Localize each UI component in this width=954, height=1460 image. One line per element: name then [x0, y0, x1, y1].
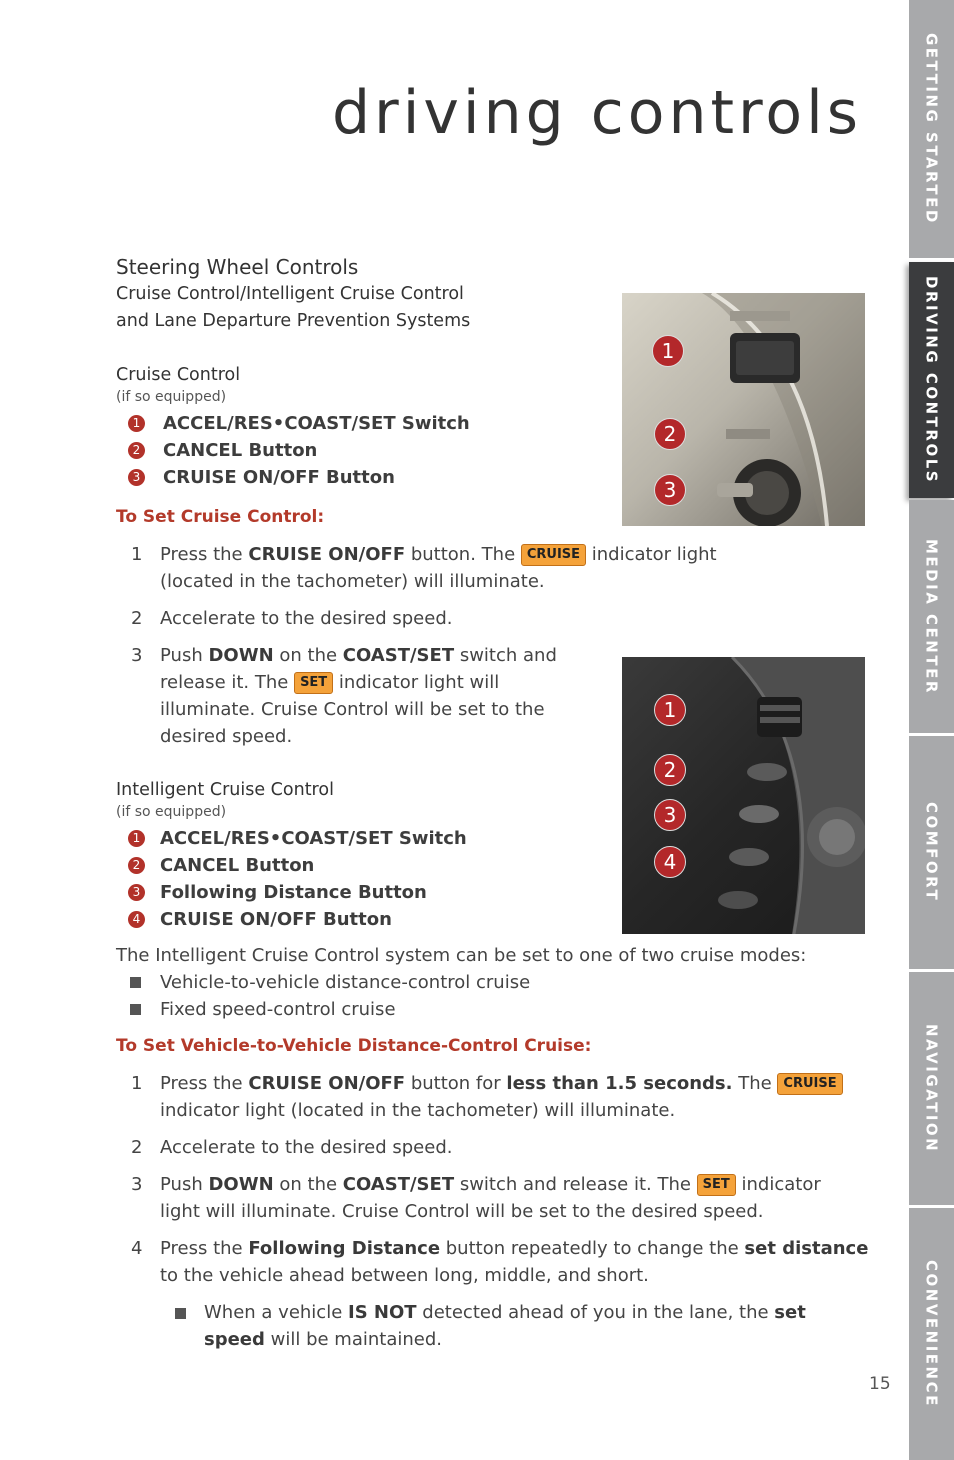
cruise-indicator-icon: CRUISE	[521, 544, 586, 566]
list-item: 1 ACCEL/RES•COAST/SET Switch	[128, 825, 467, 852]
page-title: driving controls	[331, 78, 862, 148]
set-indicator-icon: SET	[294, 672, 333, 694]
tab-convenience[interactable]: CONVENIENCE	[909, 1208, 954, 1460]
number-badge: 4	[128, 911, 145, 928]
callout-2: 2	[654, 754, 686, 786]
callout-3: 3	[654, 799, 686, 831]
number-badge: 1	[128, 415, 145, 432]
number-badge: 1	[128, 830, 145, 847]
steering-controls-photo-2	[622, 657, 865, 934]
cruise-control-title: Cruise Control	[116, 365, 241, 385]
steering-controls-photo-1	[622, 293, 865, 526]
tab-media-center[interactable]: MEDIA CENTER	[909, 500, 954, 733]
tab-comfort[interactable]: COMFORT	[909, 736, 954, 969]
icc-note: (if so equipped)	[116, 804, 227, 820]
cruise-control-note: (if so equipped)	[116, 389, 227, 405]
list-item: 4 CRUISE ON/OFF Button	[128, 906, 467, 933]
list-item: 1 ACCEL/RES•COAST/SET Switch	[128, 410, 470, 437]
square-bullet-icon	[130, 1004, 141, 1015]
section-subheading-2: and Lane Departure Prevention Systems	[116, 311, 471, 331]
list-item: 3 Following Distance Button	[128, 879, 467, 906]
square-bullet-icon	[130, 977, 141, 988]
callout-1: 1	[652, 335, 684, 367]
number-badge: 3	[128, 884, 145, 901]
number-badge: 2	[128, 857, 145, 874]
tab-driving-controls[interactable]: DRIVING CONTROLS	[909, 262, 954, 498]
icc-step-1: 1 Press the CRUISE ON/OFF button for less than 1.5 seconds. The CRUISE indicator light (located in the tachometer) will illuminate.	[116, 1070, 876, 1124]
callout-3: 3	[654, 474, 686, 506]
icc-intro: The Intelligent Cruise Control system can be set to one of two cruise modes:	[116, 945, 807, 966]
section-heading: Steering Wheel Controls	[116, 255, 359, 279]
icc-step-2: 2 Accelerate to the desired speed.	[131, 1137, 453, 1158]
tab-getting-started[interactable]: GETTING STARTED	[909, 0, 954, 258]
icc-mode-2: Fixed speed-control cruise	[130, 996, 396, 1023]
icc-step-4: 4 Press the Following Distance button repeatedly to change the set distance to the vehicle ahead between long, middle, and short.	[131, 1238, 869, 1286]
set-cruise-heading: To Set Cruise Control:	[116, 507, 325, 527]
cruise-step-1: 1 Press the CRUISE ON/OFF button. The CRUISE indicator light (located in the tachometer) will illuminate.	[131, 544, 717, 592]
icc-title: Intelligent Cruise Control	[116, 780, 334, 800]
callout-2: 2	[654, 418, 686, 450]
cruise-indicator-icon: CRUISE	[777, 1073, 842, 1095]
square-bullet-icon	[175, 1308, 186, 1319]
list-item: 2 CANCEL Button	[128, 852, 467, 879]
icc-sub-bullet: When a vehicle IS NOT detected ahead of you in the lane, the set speed will be maintained.	[175, 1299, 875, 1353]
icc-mode-1: Vehicle-to-vehicle distance-control cruise	[130, 969, 530, 996]
icc-list	[128, 825, 467, 933]
set-icc-heading: To Set Vehicle-to-Vehicle Distance-Control Cruise:	[116, 1036, 592, 1056]
set-indicator-icon: SET	[697, 1174, 736, 1196]
icc-step-3: 3 Push DOWN on the COAST/SET switch and release it. The SET indicator light will illuminate. Cruise Control will be set to the desired speed.	[131, 1174, 821, 1222]
number-badge: 2	[128, 442, 145, 459]
list-item: 2 CANCEL Button	[128, 437, 470, 464]
tab-navigation[interactable]: NAVIGATION	[909, 972, 954, 1205]
section-subheading: Cruise Control/Intelligent Cruise Control	[116, 284, 464, 304]
page-number: 15	[869, 1374, 891, 1394]
number-badge: 3	[128, 469, 145, 486]
callout-4: 4	[654, 846, 686, 878]
cruise-step-3: 3 Push DOWN on the COAST/SET switch and release it. The SET indicator light will illuminate. Cruise Control will be set to the desired speed.	[131, 645, 557, 747]
cruise-control-list	[128, 410, 470, 491]
cruise-step-2: 2 Accelerate to the desired speed.	[131, 608, 453, 629]
callout-1: 1	[654, 694, 686, 726]
list-item: 3 CRUISE ON/OFF Button	[128, 464, 470, 491]
